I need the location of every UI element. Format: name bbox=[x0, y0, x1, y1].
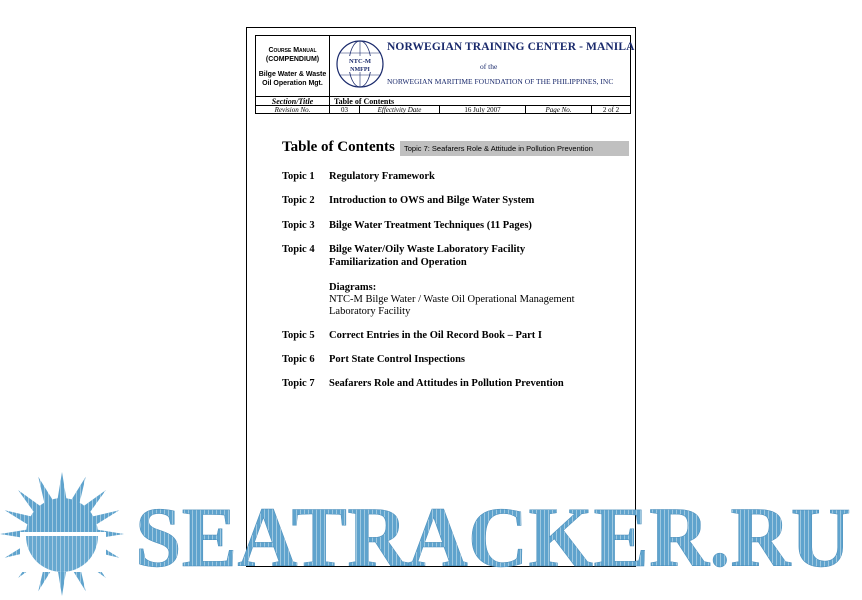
sun-logo-icon bbox=[0, 472, 124, 596]
toc-entry-number: Topic 3 bbox=[282, 220, 315, 231]
toc-entry-title: Introduction to OWS and Bilge Water System bbox=[329, 195, 535, 206]
toc-entry-title: Port State Control Inspections bbox=[329, 354, 466, 365]
page-number-label: Page No. bbox=[526, 106, 592, 114]
toc-entry-number: Topic 5 bbox=[282, 330, 315, 341]
toc-entry-title: Seafarers Role and Attitudes in Pollution Prevention bbox=[329, 378, 564, 389]
organization-name: NORWEGIAN TRAINING CENTER - MANILA bbox=[387, 41, 635, 53]
of-the-label: of the bbox=[480, 62, 498, 71]
ntcm-logo-icon bbox=[335, 39, 385, 89]
toc-entry-number: Topic 6 bbox=[282, 354, 315, 365]
compendium-label: (COMPENDIUM) bbox=[265, 56, 320, 63]
toc-entry-number: Topic 4 bbox=[282, 244, 315, 255]
diagrams-label: Diagrams: bbox=[329, 282, 377, 293]
toc-entry-number: Topic 2 bbox=[282, 195, 315, 206]
revision-value: 03 bbox=[330, 106, 360, 114]
toc-entry-topic-4 bbox=[282, 244, 525, 255]
section-title-label: Section/Title bbox=[256, 97, 330, 106]
watermark-text: SEATRACKER.RU bbox=[135, 489, 851, 585]
sun-ray bbox=[57, 472, 66, 500]
toc-entry-number: Topic 1 bbox=[282, 171, 315, 182]
toc-entry-title: Correct Entries in the Oil Record Book – Part I bbox=[329, 330, 542, 341]
effectivity-label: Effectivity Date bbox=[360, 106, 440, 114]
toc-entry-topic-7 bbox=[282, 378, 564, 389]
toc-entry-number: Topic 7 bbox=[282, 378, 315, 389]
toc-entry-topic-2 bbox=[282, 195, 534, 206]
course-manual-cell bbox=[256, 36, 330, 96]
revision-row bbox=[256, 105, 630, 114]
foundation-name: NORWEGIAN MARITIME FOUNDATION OF THE PHILIPPINES, INC bbox=[387, 77, 614, 86]
page-number-value: 2 of 2 bbox=[602, 106, 620, 114]
logo-text-top: NTC-M bbox=[348, 58, 372, 65]
subject-line-1: Bilge Water & Waste bbox=[258, 71, 327, 78]
subject-line-2: Oil Operation Mgt. bbox=[262, 80, 323, 87]
revision-label: Revision No. bbox=[256, 106, 330, 114]
diagrams-line-2: Laboratory Facility bbox=[329, 306, 411, 317]
toc-entry-topic-6 bbox=[282, 354, 465, 365]
diagrams-line-1: NTC-M Bilge Water / Waste Oil Operational Management bbox=[329, 294, 575, 305]
section-title-value: Table of Contents bbox=[334, 97, 395, 106]
effectivity-value: 16 July 2007 bbox=[440, 106, 526, 114]
current-topic-badge: Topic 7: Seafarers Role & Attitude in Pollution Prevention bbox=[400, 141, 629, 156]
toc-entry-topic-3 bbox=[282, 220, 532, 231]
toc-entry-title: Regulatory Framework bbox=[329, 171, 435, 182]
toc-heading: Table of Contents bbox=[282, 139, 395, 155]
seatracker-watermark bbox=[0, 470, 862, 600]
document-header bbox=[255, 35, 635, 114]
logo-text-bottom: NMFPI bbox=[350, 67, 370, 73]
toc-entry-title: Bilge Water Treatment Techniques (11 Pages) bbox=[329, 220, 532, 231]
organization-cell bbox=[330, 36, 635, 96]
toc-entry-topic-5 bbox=[282, 330, 542, 341]
toc-entry-topic-1 bbox=[282, 171, 435, 182]
course-manual-label: Course Manual bbox=[268, 47, 317, 54]
toc-entry-topic-4-line-2: Familiarization and Operation bbox=[329, 257, 467, 268]
toc-entry-title: Bilge Water/Oily Waste Laboratory Facility bbox=[329, 244, 526, 255]
